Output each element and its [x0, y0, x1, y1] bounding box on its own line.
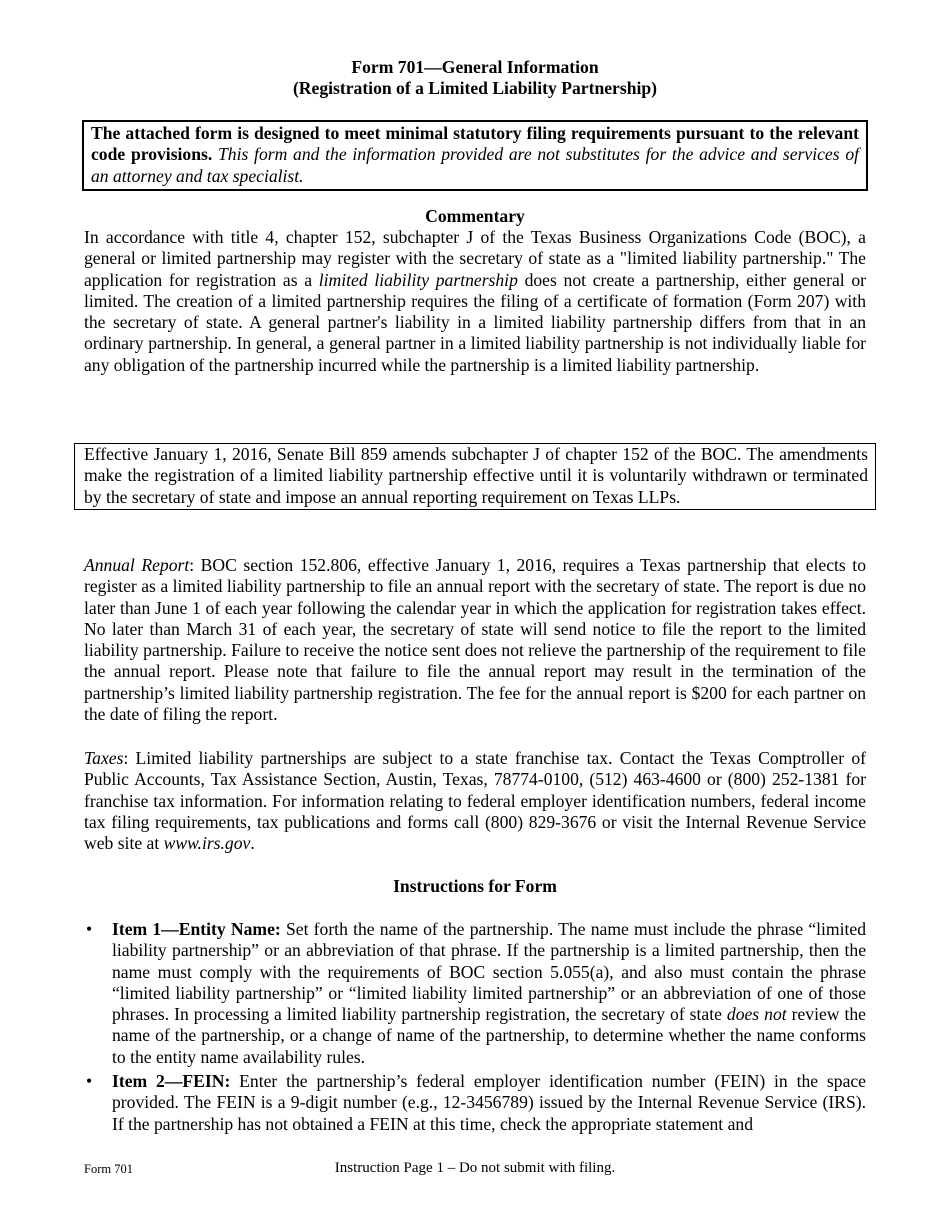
disclaimer-box: [82, 120, 868, 191]
text: .: [250, 833, 255, 854]
effective-date-box: Effective January 1, 2016, Senate Bill 859 amends subchapter J of chapter 152 of the BOC. The amendments make the registration of a limited liability partnership effective until it is voluntarily withdrawn or terminated by the secretary of state and impose an annual reporting requirement on Texas LLPs.: [74, 443, 876, 510]
text-italic: does not: [726, 1004, 787, 1025]
commentary-paragraph: [84, 227, 866, 376]
taxes-paragraph: [84, 748, 866, 854]
text-italic: limited liability partnership: [318, 269, 518, 290]
footer-form-label: Form 701: [84, 1162, 133, 1176]
annual-report-label: Annual Report: [84, 555, 190, 575]
footer-page-note: Instruction Page 1 – Do not submit with filing.: [334, 1160, 616, 1176]
text: Enter the partnership’s federal employer identification number (FEIN) in the space provided. The FEIN is a 9-digit number (e.g., 12-3456789) issued by the Internal Revenue Service (IRS). If the partnership has not obtained a FEIN at this time, check the appropriate statement and: [112, 1071, 866, 1134]
item-1-entity-name: [112, 919, 866, 1068]
text: In accordance with title 4, chapter 152, subchapter J of the Texas Business Organizations Code (BOC), a general or limited partnership may register with the secretary of state as a "limited liability partnership." The application for registration as a: [84, 227, 866, 290]
item-2-fein: [112, 1071, 866, 1135]
item-label: Item 1—Entity Name:: [112, 919, 281, 939]
title-line-2: (Registration of a Limited Liability Partnership): [292, 78, 658, 99]
text: does not create a partnership, either general or limited. The creation of a limited partnership requires the filing of a certificate of formation (Form 207) with the secretary of state. A general partner's liability in a limited liability partnership differs from that in an ordinary partnership. In general, a general partner in a limited liability partnership is not individually liable for any obligation of the partnership incurred while the partnership is a limited liability partnership.: [84, 269, 866, 375]
text: Set forth the name of the partnership. The name must include the phrase “limited liability partnership” or an abbreviation of that phrase. If the partnership is a limited partnership, then the name must comply with the requirements of BOC section 5.055(a), and also must contain the phrase “limited liability partnership” or “limited liability limited partnership” or an abbreviation of one of those phrases. In processing a limited liability partnership registration, the secretary of state: [112, 919, 866, 1025]
item-label: Item 2—FEIN:: [112, 1071, 231, 1091]
page-title: [0, 57, 950, 100]
disclaimer-italic: This form and the information provided are not substitutes for the advice and services of an attorney and tax specialist.: [91, 144, 860, 186]
taxes-label: Taxes: [84, 748, 124, 768]
bullet-icon: •: [86, 919, 93, 939]
text: review the name of the partnership, or a change of name of the partnership, to determine whether the name conforms to the entity name availability rules.: [112, 1004, 866, 1067]
commentary-heading: Commentary: [425, 206, 525, 226]
disclaimer-bold: The attached form is designed to meet minimal statutory filing requirements pursuant to the relevant code provisions.: [91, 123, 859, 165]
bullet-icon: •: [86, 1071, 93, 1091]
irs-website-link[interactable]: www.irs.gov: [163, 833, 251, 854]
title-line-1: Form 701—General Information: [351, 57, 599, 77]
annual-report-paragraph: [84, 555, 866, 725]
instructions-heading: Instructions for Form: [393, 876, 557, 896]
text: : BOC section 152.806, effective January 1, 2016, requires a Texas partnership that elects to register as a limited liability partnership to file an annual report with the secretary of state. The report is due no later than June 1 of each year following the calendar year in which the application for registration takes effect. No later than March 31 of each year, the secretary of state will send notice to file the report to the limited liability partnership. Failure to receive the notice sent does not relieve the partnership of the requirement to file the annual report. Please note that failure to file the annual report may result in the termination of the partnership’s limited liability partnership registration. The fee for the annual report is $200 for each partner on the date of filing the report.: [84, 555, 866, 725]
text: : Limited liability partnerships are subject to a state franchise tax. Contact the Texas Comptroller of Public Accounts, Tax Assistance Section, Austin, Texas, 78774-0100, (512) 463-4600 or (800) 252-1381 for franchise tax information. For information relating to federal employer identification numbers, federal income tax filing requirements, tax publications and forms call (800) 829-3676 or visit the Internal Revenue Service web site at: [84, 748, 866, 854]
